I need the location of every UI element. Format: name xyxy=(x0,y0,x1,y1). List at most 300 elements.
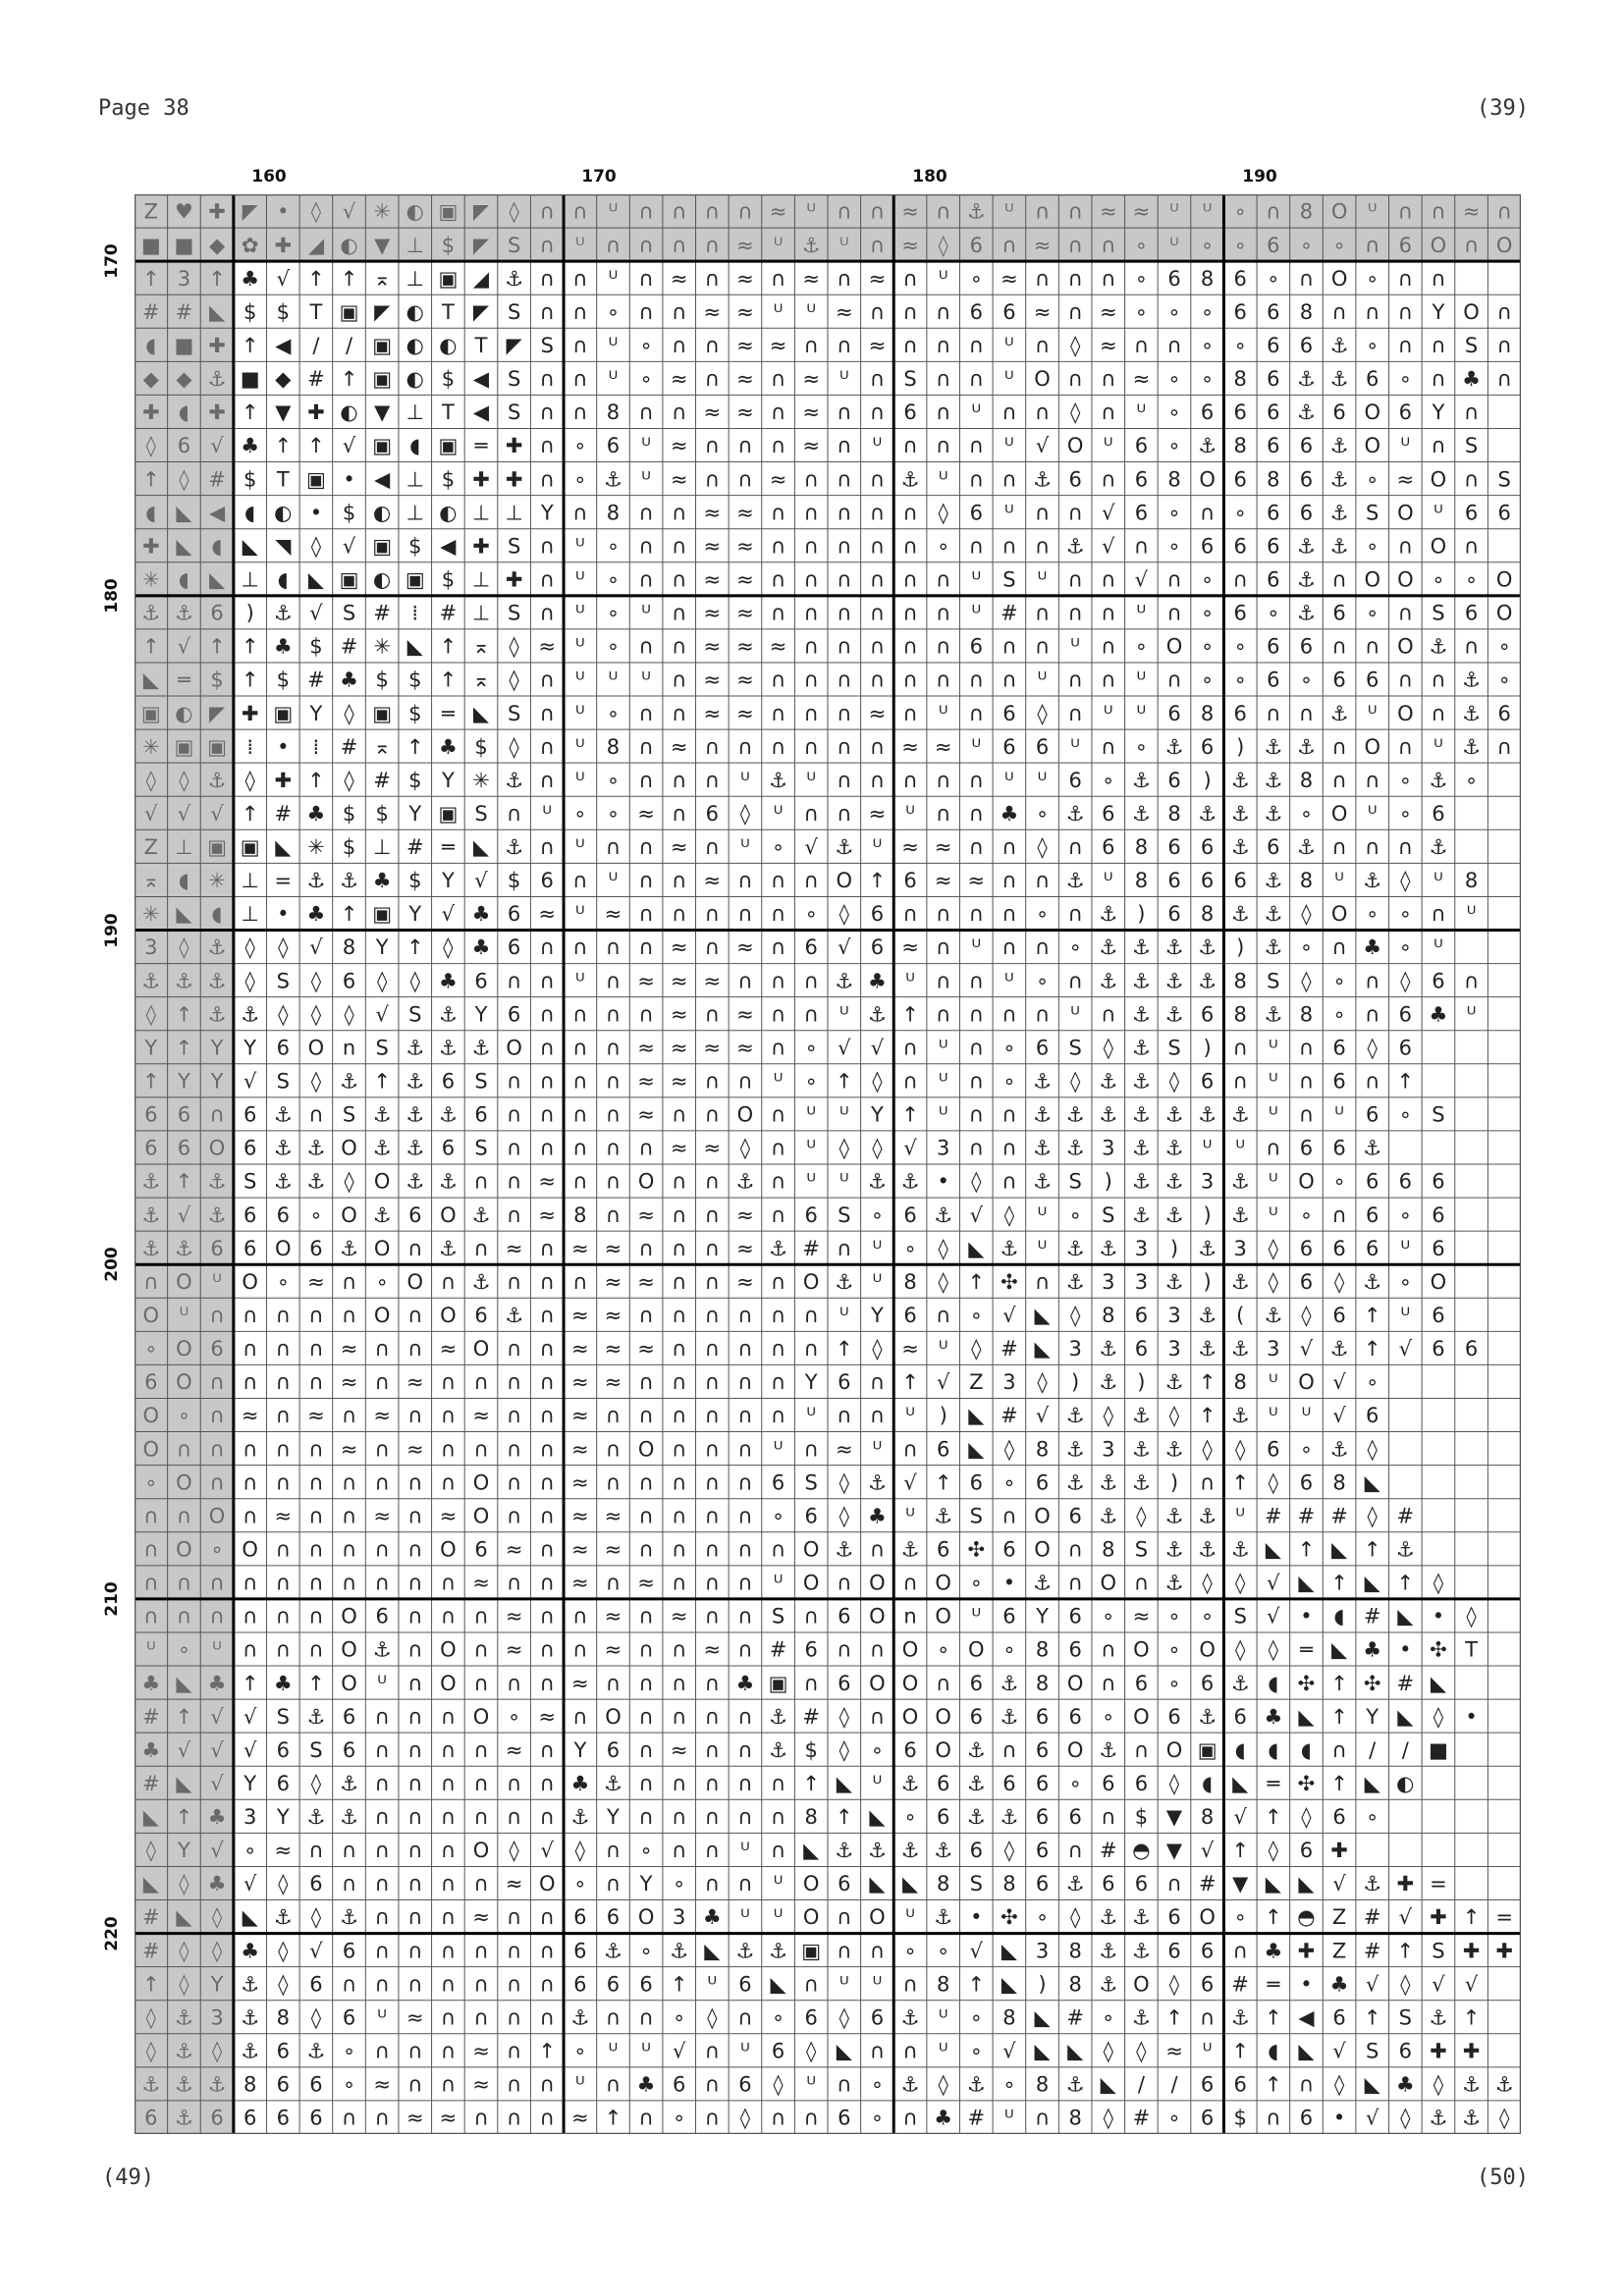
stitch-symbol: ∘ xyxy=(1464,567,1479,592)
stitch-symbol: ⚓ xyxy=(175,2005,193,2030)
stitch-symbol: ◊ xyxy=(278,1972,289,1997)
stitch-symbol: ◊ xyxy=(1235,1571,1246,1595)
stitch-symbol: ≈ xyxy=(340,1370,358,1395)
stitch-symbol: 6 xyxy=(1299,1470,1314,1495)
stitch-symbol: ∩ xyxy=(837,801,852,826)
stitch-symbol: ∩ xyxy=(1034,1002,1051,1027)
stitch-symbol: ∩ xyxy=(837,601,852,625)
stitch-symbol: 6 xyxy=(1134,467,1149,492)
stitch-symbol: ∩ xyxy=(1101,734,1116,759)
stitch-symbol: ✳ xyxy=(142,902,160,927)
stitch-symbol: ◊ xyxy=(179,935,189,960)
stitch-symbol: ∩ xyxy=(935,667,951,692)
stitch-symbol: ⚓ xyxy=(1429,634,1448,659)
stitch-symbol: ∩ xyxy=(638,634,654,659)
stitch-symbol: ∘ xyxy=(1332,1002,1346,1027)
stitch-symbol: 6 xyxy=(1233,701,1247,725)
stitch-symbol: ∩ xyxy=(638,1637,654,1662)
stitch-symbol: ⚓ xyxy=(1131,1404,1151,1428)
stitch-symbol: ᵁ xyxy=(740,1839,750,1863)
stitch-symbol: ᵁ xyxy=(971,567,982,592)
stitch-symbol: 6 xyxy=(969,1839,983,1863)
stitch-symbol: ∩ xyxy=(506,1771,522,1795)
stitch-symbol: ∘ xyxy=(1035,902,1050,927)
stitch-symbol: √ xyxy=(936,1370,950,1395)
stitch-symbol: ↑ xyxy=(1330,1771,1348,1795)
stitch-symbol: √ xyxy=(342,434,356,458)
stitch-symbol: ◣ xyxy=(472,701,490,725)
stitch-symbol: ⚓ xyxy=(438,1002,458,1027)
stitch-symbol: ∩ xyxy=(1034,935,1051,960)
stitch-symbol: S xyxy=(474,1069,488,1094)
stitch-symbol: ∘ xyxy=(771,835,785,860)
stitch-symbol: ᵁ xyxy=(773,1872,784,1896)
stitch-symbol: 6 xyxy=(1068,768,1082,792)
stitch-symbol: S xyxy=(1432,1939,1445,1963)
stitch-symbol: 6 xyxy=(1200,2106,1215,2130)
stitch-symbol: ∩ xyxy=(869,601,886,625)
stitch-symbol: 6 xyxy=(1432,969,1445,993)
stitch-symbol: 6 xyxy=(1432,1202,1445,1227)
stitch-symbol: ✚ xyxy=(1462,1939,1481,1963)
stitch-symbol: ᵁ xyxy=(905,1504,915,1528)
stitch-symbol: ◊ xyxy=(509,1839,519,1863)
stitch-symbol: ↑ xyxy=(1265,1905,1282,1930)
stitch-symbol: ∩ xyxy=(539,1236,555,1260)
stitch-symbol: ∩ xyxy=(506,1437,522,1462)
stitch-symbol: ⚓ xyxy=(1065,534,1085,559)
stitch-symbol: ∩ xyxy=(638,1504,654,1528)
stitch-symbol: ◣ xyxy=(968,1236,985,1260)
stitch-symbol: ■ xyxy=(1429,1737,1448,1762)
stitch-symbol: ≈ xyxy=(571,1470,589,1495)
stitch-symbol: ▣ xyxy=(372,902,393,927)
stitch-symbol: ↑ xyxy=(142,634,160,659)
stitch-symbol: ≈ xyxy=(1396,467,1415,492)
stitch-symbol: ⚓ xyxy=(1429,768,1448,792)
stitch-symbol: ↑ xyxy=(836,1069,853,1094)
stitch-symbol: Z xyxy=(969,1370,984,1395)
stitch-symbol: ≈ xyxy=(406,2106,424,2130)
stitch-symbol: ≈ xyxy=(736,266,754,291)
stitch-symbol: 6 xyxy=(1267,501,1280,525)
stitch-symbol: ∘ xyxy=(1102,1604,1115,1629)
stitch-symbol: ◣ xyxy=(1232,1771,1249,1795)
stitch-symbol: √ xyxy=(210,1771,224,1795)
stitch-symbol: ⚓ xyxy=(1099,1069,1118,1094)
stitch-symbol: 6 xyxy=(309,2072,323,2097)
stitch-symbol: 8 xyxy=(1200,1805,1215,1830)
stitch-symbol: ∩ xyxy=(935,367,951,392)
stitch-symbol: ∘ xyxy=(1366,467,1380,492)
stitch-symbol: ∩ xyxy=(209,1470,225,1495)
stitch-symbol: ≈ xyxy=(571,2106,589,2130)
stitch-symbol: ᵁ xyxy=(806,1136,817,1160)
stitch-symbol: ✚ xyxy=(1495,1939,1513,1963)
stitch-symbol: ∩ xyxy=(407,1737,423,1762)
stitch-symbol: ᵁ xyxy=(542,801,553,826)
stitch-symbol: ⚓ xyxy=(1264,734,1283,759)
stitch-symbol: ᵁ xyxy=(1269,1069,1278,1094)
stitch-symbol: 6 xyxy=(1267,233,1280,257)
stitch-symbol: 6 xyxy=(573,1905,587,1930)
stitch-symbol: ∩ xyxy=(837,2072,852,2097)
stitch-symbol: ◣ xyxy=(1331,1637,1348,1662)
stitch-symbol: • xyxy=(1332,2106,1346,2130)
stitch-symbol: O xyxy=(736,1102,754,1127)
stitch-symbol: ◊ xyxy=(1003,1202,1015,1227)
stitch-symbol: O xyxy=(1330,902,1348,927)
stitch-symbol: 6 xyxy=(1299,467,1314,492)
stitch-symbol: ∩ xyxy=(1266,1136,1281,1160)
stitch-symbol: ∩ xyxy=(407,1504,423,1528)
stitch-symbol: ∩ xyxy=(1166,1872,1182,1896)
stitch-symbol: ∩ xyxy=(440,1370,457,1395)
stitch-symbol: ◣ xyxy=(142,667,159,692)
stitch-symbol: ∩ xyxy=(407,1571,423,1595)
stitch-symbol: ⚓ xyxy=(372,1637,392,1662)
stitch-symbol: ∘ xyxy=(1167,400,1181,425)
stitch-symbol: ⚓ xyxy=(1131,1437,1151,1462)
stitch-symbol: 6 xyxy=(936,1805,950,1830)
stitch-symbol: ◖ xyxy=(145,333,157,357)
stitch-symbol: ↑ xyxy=(1363,1303,1381,1327)
stitch-symbol: ∩ xyxy=(704,1571,721,1595)
stitch-symbol: 3 xyxy=(177,266,191,291)
stitch-symbol: √ xyxy=(838,1036,851,1060)
stitch-symbol: ↑ xyxy=(1231,1839,1250,1863)
stitch-symbol: ⚓ xyxy=(505,768,524,792)
stitch-symbol: 6 xyxy=(276,2039,290,2063)
stitch-symbol: ⚓ xyxy=(306,1704,326,1729)
stitch-symbol: ▣ xyxy=(305,467,326,492)
stitch-symbol: ◤ xyxy=(472,299,490,324)
stitch-symbol: O xyxy=(440,1202,457,1227)
stitch-symbol: ∩ xyxy=(539,1805,555,1830)
stitch-symbol: # xyxy=(769,1637,787,1662)
stitch-symbol: 6 xyxy=(1432,1169,1445,1194)
stitch-symbol: 8 xyxy=(606,501,621,525)
cross-stitch-chart-grid xyxy=(135,194,1521,2134)
stitch-symbol: ᵁ xyxy=(1334,1102,1344,1127)
stitch-symbol: ◣ xyxy=(1364,1470,1380,1495)
stitch-symbol: ⚓ xyxy=(175,1236,193,1260)
stitch-symbol: ◊ xyxy=(145,2005,157,2030)
stitch-symbol: ◣ xyxy=(176,501,192,525)
stitch-symbol: • xyxy=(277,199,290,224)
stitch-symbol: ◊ xyxy=(1268,1269,1279,1294)
stitch-symbol: ∘ xyxy=(1134,233,1148,257)
stitch-symbol: ⚓ xyxy=(1164,1202,1184,1227)
stitch-symbol: ∩ xyxy=(407,1972,423,1997)
stitch-symbol: ∩ xyxy=(176,1571,192,1595)
stitch-symbol: ∩ xyxy=(440,1571,457,1595)
stitch-symbol: ∩ xyxy=(837,634,852,659)
stitch-symbol: ∩ xyxy=(209,1571,225,1595)
stitch-symbol: O xyxy=(176,1269,192,1294)
stitch-symbol: ᵁ xyxy=(1169,233,1179,257)
stitch-symbol: ⚓ xyxy=(1264,902,1283,927)
stitch-symbol: ∩ xyxy=(572,1704,588,1729)
stitch-symbol: ∩ xyxy=(473,1737,489,1762)
stitch-symbol: ᵁ xyxy=(1037,1202,1048,1227)
stitch-symbol: ᵁ xyxy=(1202,1136,1213,1160)
stitch-symbol: ∘ xyxy=(1167,299,1181,324)
stitch-symbol: # xyxy=(1265,1504,1282,1528)
stitch-symbol: ∘ xyxy=(804,902,818,927)
stitch-symbol: ◊ xyxy=(1003,1839,1015,1863)
stitch-symbol: ≈ xyxy=(736,299,754,324)
stitch-symbol: O xyxy=(142,1437,160,1462)
stitch-symbol: 6 xyxy=(936,1771,950,1795)
stitch-symbol: ◊ xyxy=(1037,835,1048,860)
stitch-symbol: ᵁ xyxy=(1269,1169,1278,1194)
stitch-symbol: ∩ xyxy=(539,299,555,324)
column-label-160: 160 xyxy=(251,167,287,187)
stitch-symbol: ∩ xyxy=(837,1939,852,1963)
stitch-symbol: ↑ xyxy=(373,1069,391,1094)
page-ref-top-right: (39) xyxy=(1477,96,1529,121)
stitch-symbol: ∩ xyxy=(638,299,654,324)
stitch-symbol: ≈ xyxy=(769,199,787,224)
stitch-symbol: ◣ xyxy=(1100,2072,1116,2097)
stitch-symbol: ∩ xyxy=(440,1604,457,1629)
stitch-symbol: ∩ xyxy=(374,1370,390,1395)
stitch-symbol: ∩ xyxy=(1331,935,1347,960)
stitch-symbol: ∩ xyxy=(374,1839,390,1863)
stitch-symbol: ∩ xyxy=(638,1737,654,1762)
stitch-symbol: ᵁ xyxy=(938,1102,948,1127)
stitch-symbol: ∩ xyxy=(638,534,654,559)
stitch-symbol: ◖ xyxy=(145,501,157,525)
stitch-symbol: 8 xyxy=(1134,835,1149,860)
stitch-symbol: ∩ xyxy=(1067,1537,1083,1562)
stitch-symbol: T xyxy=(1465,1637,1478,1662)
stitch-symbol: ∩ xyxy=(308,1470,324,1495)
stitch-symbol: ↑ xyxy=(142,467,160,492)
stitch-symbol: O xyxy=(1034,1504,1051,1528)
stitch-symbol: ⚓ xyxy=(1131,1905,1151,1930)
stitch-symbol: ᵁ xyxy=(938,1337,948,1362)
stitch-symbol: 6 xyxy=(838,2106,851,2130)
stitch-symbol: ᵁ xyxy=(575,701,585,725)
stitch-symbol: ᵁ xyxy=(1466,1002,1477,1027)
stitch-symbol: ∩ xyxy=(704,1604,721,1629)
stitch-symbol: ∩ xyxy=(837,199,852,224)
stitch-symbol: Y xyxy=(243,1771,257,1795)
stitch-symbol: ≈ xyxy=(637,1102,655,1127)
stitch-symbol: ≈ xyxy=(604,1236,622,1260)
stitch-symbol: ▣ xyxy=(801,1939,822,1963)
stitch-symbol: ∩ xyxy=(968,467,984,492)
stitch-symbol: ⚓ xyxy=(1000,1671,1019,1695)
stitch-symbol: ∩ xyxy=(968,534,984,559)
stitch-symbol: ↑ xyxy=(901,1370,919,1395)
stitch-symbol: ≈ xyxy=(1033,233,1052,257)
stitch-symbol: 6 xyxy=(1299,1839,1314,1863)
stitch-symbol: 8 xyxy=(1134,869,1149,893)
stitch-symbol: ∩ xyxy=(1067,299,1083,324)
stitch-symbol: ∩ xyxy=(308,1571,324,1595)
stitch-symbol: ᵁ xyxy=(740,1905,750,1930)
stitch-symbol: 8 xyxy=(1332,1470,1346,1495)
stitch-symbol: ↑ xyxy=(802,1771,820,1795)
stitch-symbol: ≈ xyxy=(637,1036,655,1060)
stitch-symbol: ◣ xyxy=(836,2039,852,2063)
stitch-symbol: ≈ xyxy=(736,367,754,392)
stitch-symbol: ✚ xyxy=(472,534,490,559)
stitch-symbol: ▣ xyxy=(372,434,393,458)
stitch-symbol: ◊ xyxy=(179,768,189,792)
stitch-symbol: ≈ xyxy=(1099,299,1117,324)
stitch-symbol: ∘ xyxy=(1398,902,1412,927)
stitch-symbol: ≈ xyxy=(769,467,787,492)
stitch-symbol: ∩ xyxy=(539,567,555,592)
stitch-symbol: 6 xyxy=(1432,1303,1445,1327)
stitch-symbol: ᵁ xyxy=(608,667,619,692)
stitch-symbol: ◊ xyxy=(938,2072,948,2097)
stitch-symbol: 6 xyxy=(1102,801,1115,826)
stitch-symbol: ᵁ xyxy=(641,434,651,458)
stitch-symbol: # xyxy=(307,367,325,392)
stitch-symbol: ᵁ xyxy=(905,801,915,826)
stitch-symbol: √ xyxy=(210,434,224,458)
stitch-symbol: # xyxy=(1132,2106,1151,2130)
stitch-symbol: ᵁ xyxy=(1434,869,1443,893)
stitch-symbol: ∩ xyxy=(1034,534,1051,559)
stitch-symbol: ᵁ xyxy=(872,1236,883,1260)
stitch-symbol: ↑ xyxy=(538,2039,557,2063)
stitch-symbol: O xyxy=(901,1637,919,1662)
stitch-symbol: ⚓ xyxy=(1131,768,1151,792)
stitch-symbol: ⚓ xyxy=(735,1939,755,1963)
stitch-symbol: ∩ xyxy=(770,869,786,893)
stitch-symbol: ◣ xyxy=(176,1905,192,1930)
stitch-symbol: O xyxy=(869,1604,886,1629)
stitch-symbol: ≈ xyxy=(901,935,919,960)
stitch-symbol: 8 xyxy=(1233,1002,1247,1027)
stitch-symbol: ∩ xyxy=(803,1002,819,1027)
stitch-symbol: Y xyxy=(276,1805,290,1830)
stitch-symbol: ᵁ xyxy=(740,835,750,860)
stitch-symbol: ≈ xyxy=(274,1839,293,1863)
stitch-symbol: ≈ xyxy=(406,1437,424,1462)
stitch-symbol: ᵁ xyxy=(377,2005,387,2030)
stitch-symbol: 8 xyxy=(1200,701,1215,725)
stitch-symbol: ᵁ xyxy=(839,1169,849,1194)
stitch-symbol: ∘ xyxy=(639,367,653,392)
stitch-symbol: ∘ xyxy=(771,2005,785,2030)
stitch-symbol: ∩ xyxy=(440,1269,457,1294)
stitch-symbol: ∩ xyxy=(638,501,654,525)
stitch-symbol: ∩ xyxy=(506,1069,522,1094)
stitch-symbol: 6 xyxy=(1035,1771,1050,1795)
column-label-190: 190 xyxy=(1242,167,1277,187)
stitch-symbol: ∩ xyxy=(143,1537,159,1562)
stitch-symbol: ∩ xyxy=(539,969,555,993)
stitch-symbol: Y xyxy=(871,1303,884,1327)
stitch-symbol: ⚓ xyxy=(868,1839,887,1863)
stitch-symbol: ◊ xyxy=(1400,869,1411,893)
stitch-symbol: ↑ xyxy=(274,434,293,458)
stitch-symbol: 6 xyxy=(903,1737,917,1762)
stitch-symbol: ≈ xyxy=(1462,199,1481,224)
stitch-symbol: ⚓ xyxy=(1065,1470,1085,1495)
stitch-symbol: ✚ xyxy=(1297,1939,1316,1963)
stitch-symbol: ≈ xyxy=(670,1069,688,1094)
stitch-symbol: # xyxy=(208,467,226,492)
stitch-symbol: ᵁ xyxy=(1400,1303,1411,1327)
stitch-symbol: ■ xyxy=(140,233,161,257)
stitch-symbol: ∩ xyxy=(341,1839,357,1863)
stitch-symbol: ) xyxy=(1203,1202,1212,1227)
stitch-symbol: √ xyxy=(1332,1404,1346,1428)
stitch-symbol: O xyxy=(1199,1905,1216,1930)
stitch-symbol: ∩ xyxy=(770,969,786,993)
stitch-symbol: ∘ xyxy=(804,1036,818,1060)
stitch-symbol: ∩ xyxy=(605,1671,622,1695)
stitch-symbol: ∩ xyxy=(638,1470,654,1495)
stitch-symbol: S xyxy=(507,367,521,392)
stitch-symbol: 6 xyxy=(804,2005,818,2030)
stitch-symbol: ⚓ xyxy=(966,2072,986,2097)
stitch-symbol: ∩ xyxy=(572,1136,588,1160)
stitch-symbol: 6 xyxy=(1332,2005,1346,2030)
stitch-symbol: ᵁ xyxy=(1169,199,1179,224)
stitch-symbol: ∩ xyxy=(935,935,951,960)
stitch-symbol: 6 xyxy=(1167,869,1181,893)
stitch-symbol: ≈ xyxy=(703,1036,722,1060)
stitch-symbol: ◊ xyxy=(805,2039,817,2063)
stitch-symbol: ∩ xyxy=(837,501,852,525)
stitch-symbol: ↑ xyxy=(1330,1571,1348,1595)
stitch-symbol: ▣ xyxy=(174,734,194,759)
stitch-symbol: 6 xyxy=(408,1202,422,1227)
stitch-symbol: ◊ xyxy=(1268,1637,1279,1662)
stitch-symbol: ≈ xyxy=(703,501,722,525)
stitch-symbol: ⚓ xyxy=(1099,1102,1118,1127)
stitch-symbol: ∩ xyxy=(242,1370,258,1395)
stitch-symbol: ∩ xyxy=(1001,634,1017,659)
stitch-symbol: # xyxy=(1363,1905,1381,1930)
stitch-symbol: ◐ xyxy=(1396,1771,1415,1795)
stitch-symbol: 6 xyxy=(276,1771,290,1795)
stitch-symbol: ∩ xyxy=(672,1504,687,1528)
stitch-symbol: ≈ xyxy=(637,1069,655,1094)
stitch-symbol: 6 xyxy=(1332,1069,1346,1094)
stitch-symbol: ◆ xyxy=(142,367,159,392)
stitch-symbol: ⚓ xyxy=(1297,601,1316,625)
stitch-symbol: 6 xyxy=(342,969,356,993)
stitch-symbol: ᵁ xyxy=(608,333,619,357)
stitch-symbol: ᵁ xyxy=(1466,902,1477,927)
stitch-symbol: ∩ xyxy=(837,734,852,759)
stitch-symbol: 6 xyxy=(1299,634,1314,659)
stitch-symbol: ∩ xyxy=(770,534,786,559)
stitch-symbol: / xyxy=(1369,1737,1377,1762)
stitch-symbol: ◊ xyxy=(244,969,255,993)
stitch-symbol: ∩ xyxy=(407,1404,423,1428)
stitch-symbol: ✚ xyxy=(472,467,490,492)
stitch-symbol: ∩ xyxy=(704,1303,721,1327)
stitch-symbol: ∩ xyxy=(968,1102,984,1127)
stitch-symbol: ♣ xyxy=(241,1939,260,1963)
stitch-symbol: ∘ xyxy=(1002,2072,1016,2097)
stitch-symbol: 6 xyxy=(276,1737,290,1762)
stitch-symbol: ∩ xyxy=(869,199,886,224)
stitch-symbol: S xyxy=(1102,1202,1115,1227)
stitch-symbol: ≈ xyxy=(703,534,722,559)
